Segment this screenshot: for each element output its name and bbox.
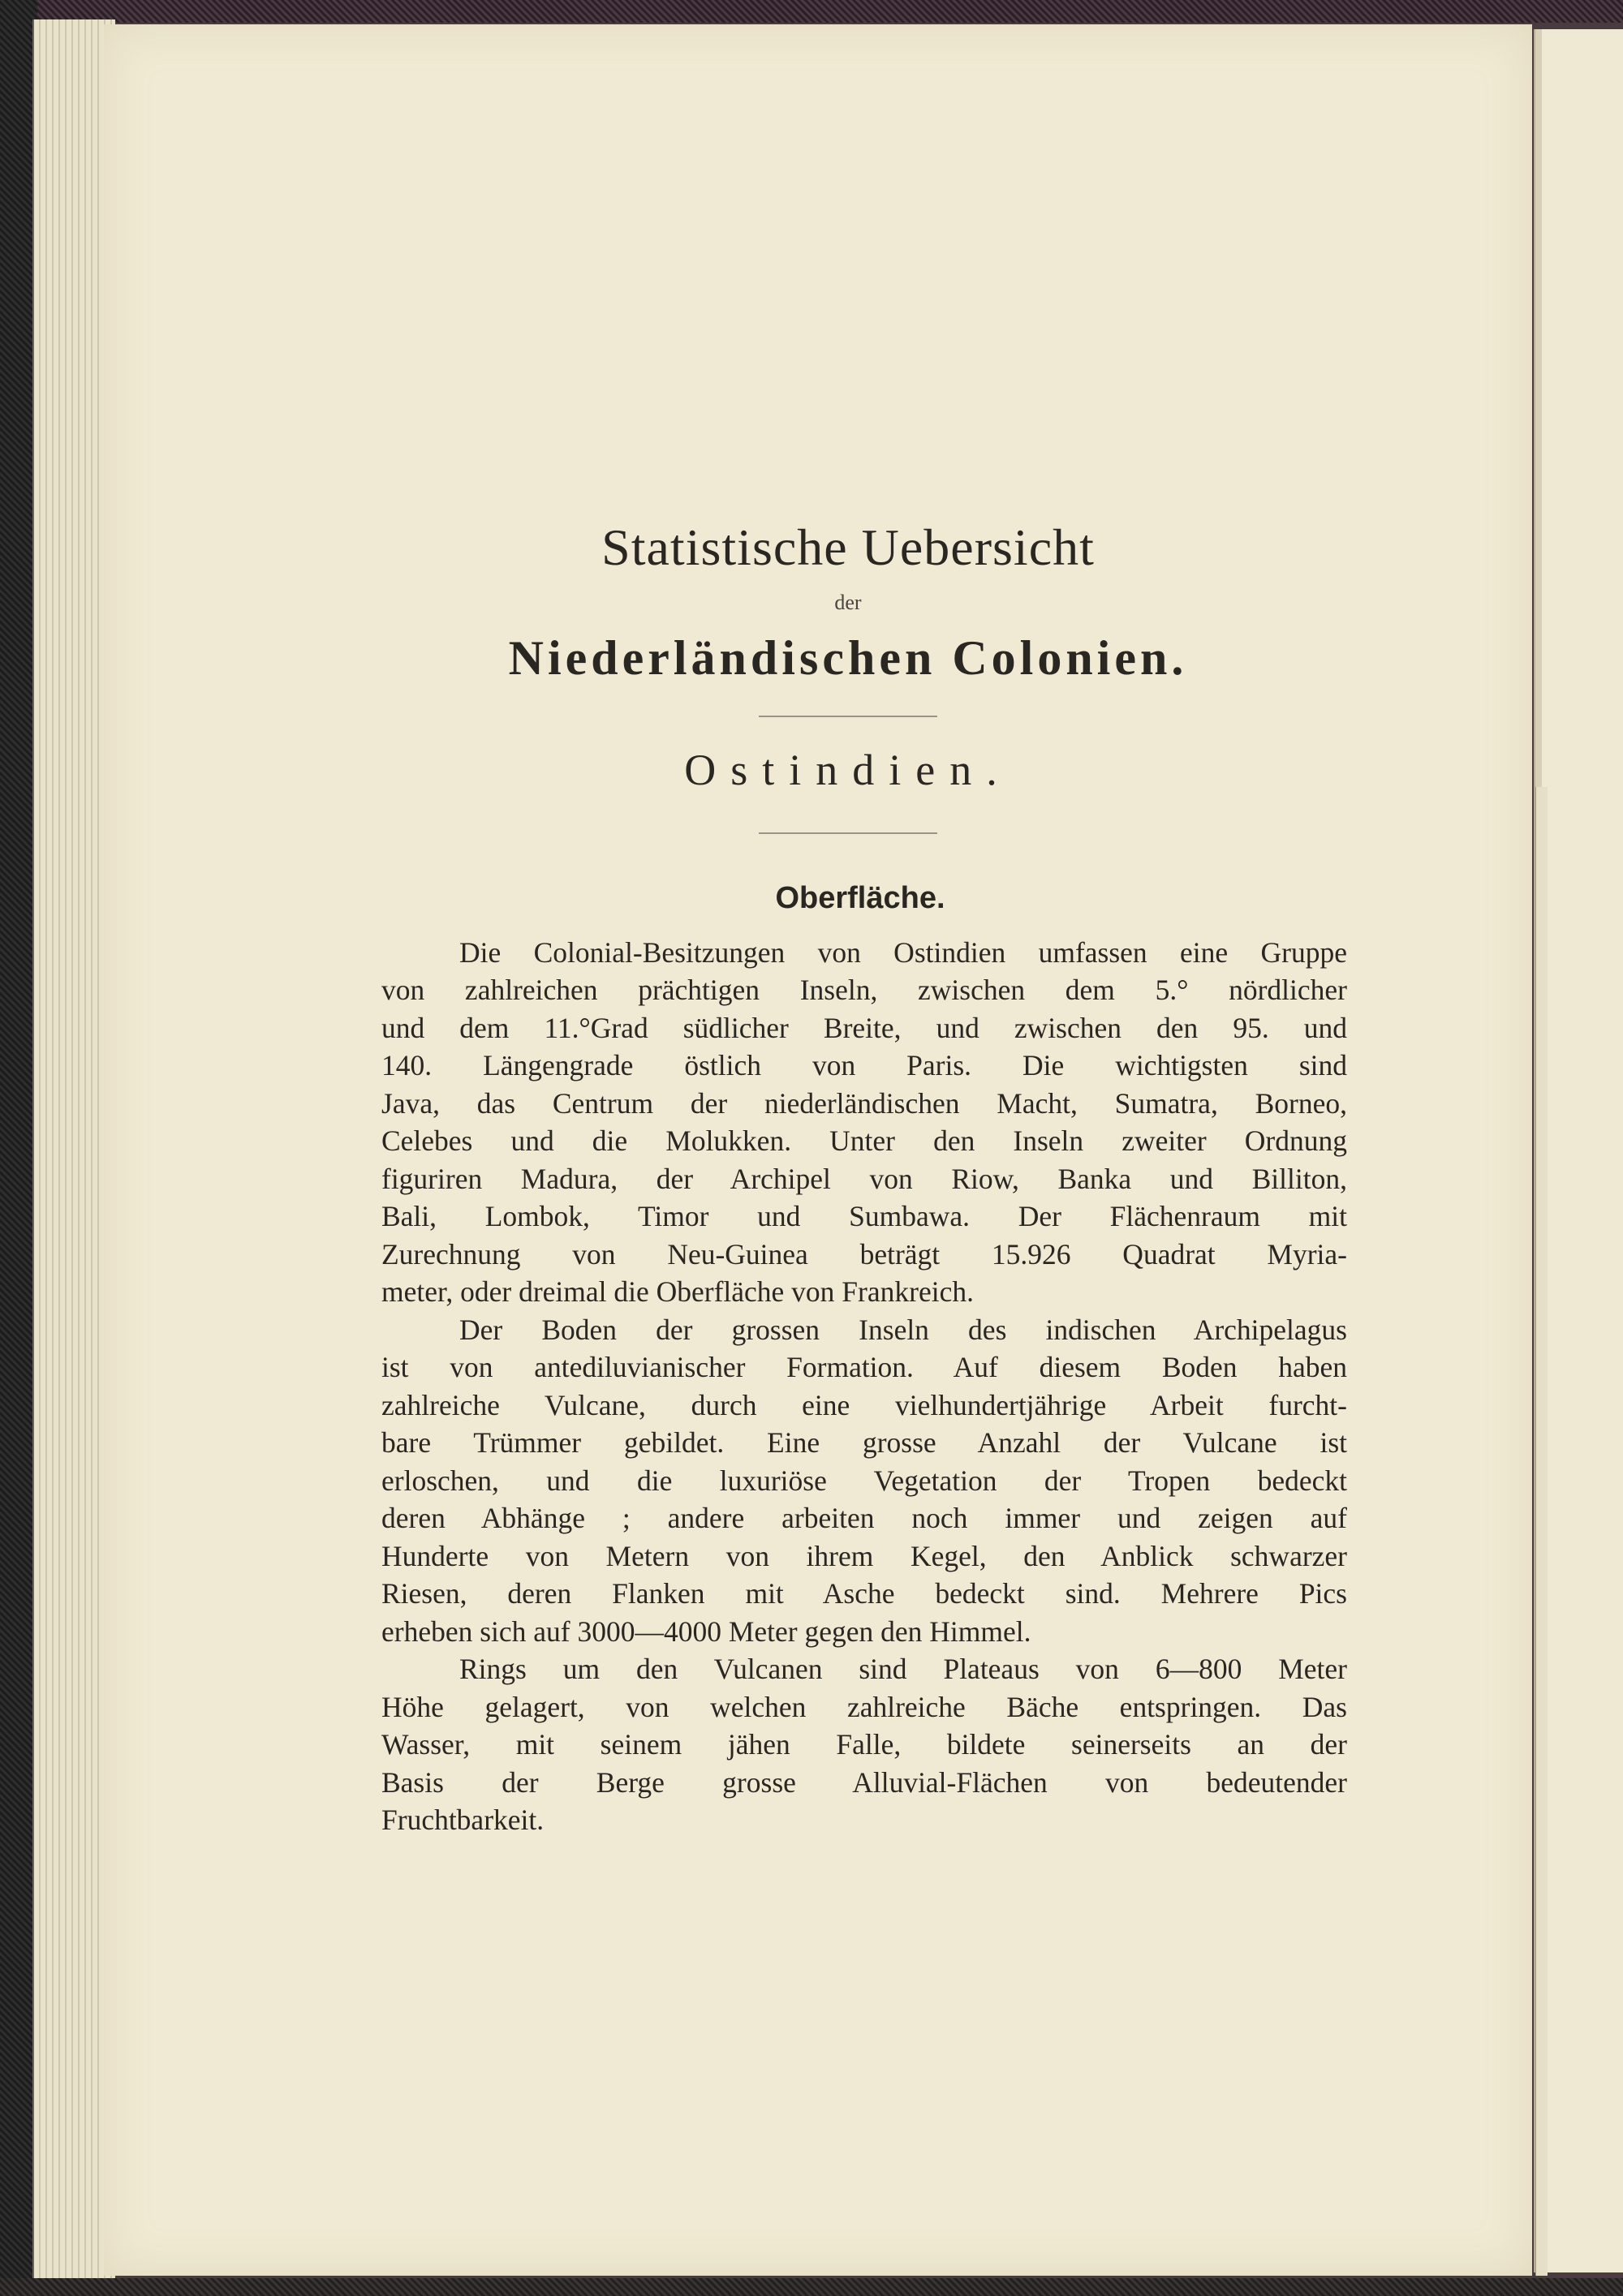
book-cover-top [0,0,1623,23]
text-line: figuriren Madura, der Archipel von Riow, Banka und Billiton, [381,1162,1347,1195]
text-line: Riesen, deren Flanken mit Asche bedeckt sind. Mehrere Pics [381,1577,1347,1610]
section-heading: Oberfläche. [775,880,945,915]
text-line: Wasser, mit seinem jähen Falle, bildete seinerseits an der [381,1728,1347,1761]
text-line: ist von antediluvianischer Formation. Auf diesem Boden haben [381,1351,1347,1384]
paragraph-3 [381,1650,1347,1839]
text-line: zahlreiche Vulcane, durch eine vielhundertjährige Arbeit furcht- [381,1388,1347,1421]
book-cover-bottom [0,2278,1623,2296]
text-line: und dem 11.°Grad südlicher Breite, und zwischen den 95. und [381,1011,1347,1044]
region-heading: Ostindien. [684,746,1012,795]
text-line: bare Trümmer gebildet. Eine grosse Anzahl der Vulcane ist [381,1426,1347,1460]
text-line: Hunderte von Metern von ihrem Kegel, den Anblick schwarzer [381,1539,1347,1572]
text-line: Die Colonial-Besitzungen von Ostindien umfassen eine Gruppe [459,935,1347,969]
title-connector: der [834,591,862,615]
text-line: Höhe gelagert, von welchen zahlreiche Bäche entspringen. Das [381,1690,1347,1723]
text-line: Der Boden der grossen Inseln des indischen Archipelagus [459,1313,1347,1346]
divider [759,716,937,717]
text-line: Fruchtbarkeit. [381,1804,545,1837]
divider [759,832,937,834]
text-line: deren Abhänge ; andere arbeiten noch immer und zeigen auf [381,1502,1347,1535]
page-content [381,519,1347,1839]
page-edges [32,19,115,2283]
page-title: Statistische Uebersicht [601,518,1095,576]
page-fold [1535,787,1548,2276]
page-subtitle: Niederländischen Colonien. [508,631,1188,686]
text-line: Basis der Berge grosse Alluvial-Flächen von bedeutender [381,1765,1347,1799]
text-line: 140. Längengrade östlich von Paris. Die wichtigsten sind [381,1049,1347,1082]
text-line: Rings um den Vulcanen sind Plateaus von 6—800 Meter [459,1653,1347,1686]
paragraph-2 [381,1311,1347,1651]
text-line: Bali, Lombok, Timor und Sumbawa. Der Flächenraum mit [381,1200,1347,1233]
text-line: von zahlreichen prächtigen Inseln, zwischen dem 5.° nördlicher [381,974,1347,1007]
text-line: erloschen, und die luxuriöse Vegetation der Tropen bedeckt [381,1464,1347,1497]
paragraph-1 [381,934,1347,1311]
text-line: Java, das Centrum der niederländischen Macht, Sumatra, Borneo, [381,1086,1347,1120]
text-line: erheben sich auf 3000—4000 Meter gegen den Himmel. [381,1615,1031,1648]
text-line: Celebes und die Molukken. Unter den Inseln zweiter Ordnung [381,1124,1347,1158]
text-line: Zurechnung von Neu-Guinea beträgt 15.926 Quadrat Myria- [381,1237,1347,1271]
text-line: meter, oder dreimal die Oberfläche von Frankreich. [381,1275,974,1309]
